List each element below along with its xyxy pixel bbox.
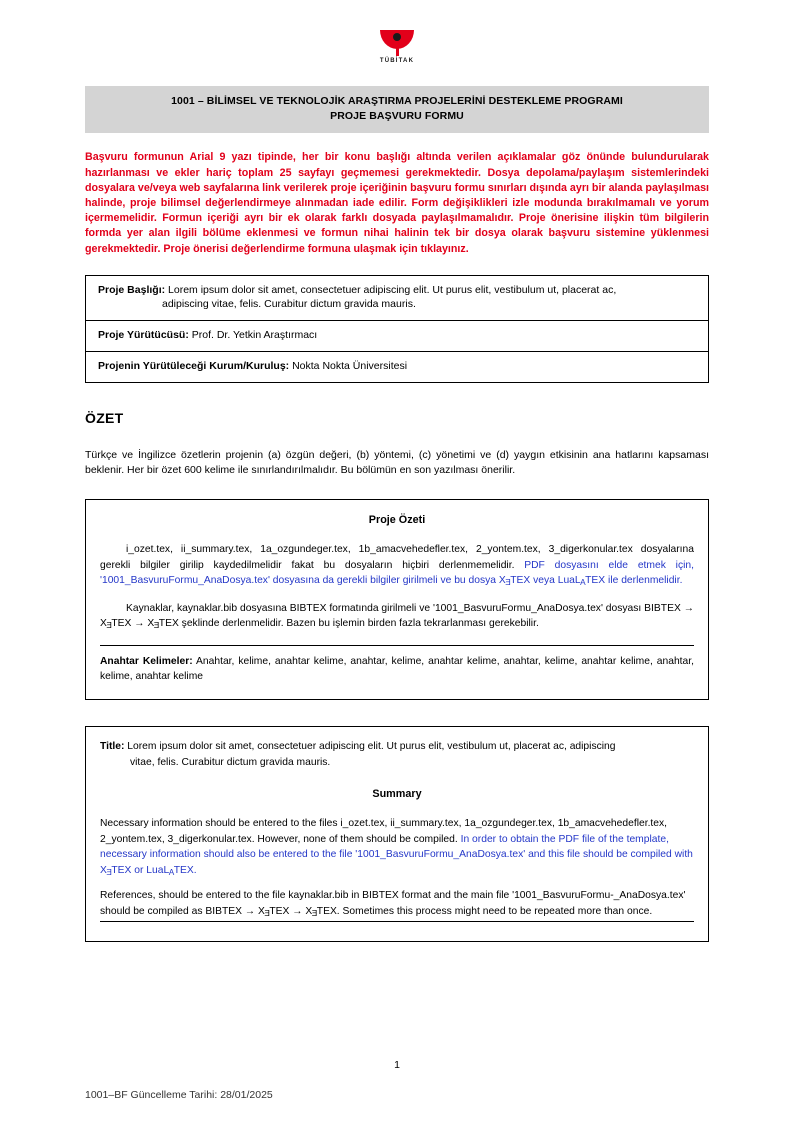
logo-block [85,0,709,64]
summary-heading: Summary [372,788,422,801]
proje-ozeti-box [85,499,709,700]
form-title-line2: PROJE BAŞVURU FORMU [330,110,464,123]
ozet-p1-blue-b: TEX veya LuaL [510,575,581,587]
summary-p2-d: TEX → X [269,905,313,917]
page-number: 1 [394,1059,400,1071]
table-row [86,351,708,382]
summary-box [85,726,709,942]
ozet-p2-b: TEX formatında girilmeli ve '1001_BasvuruFormu_AnaDosya.tex' dosyası B [306,602,652,614]
project-leader-label: Proje Yürütücüsü: [98,329,189,342]
footer-revision: 1001–BF Güncelleme Tarihi: 28/01/2025 [85,1089,273,1101]
summary-p2-b: TEX format and the main file '1001_BasvuruFormu-_AnaDosya.tex' should be compiled as B [100,890,686,917]
ozet-p1-blue-c: TEX ile derlenmelidir. [585,575,683,587]
ozet-description: Türkçe ve İngilizce özetlerin projenin (a) özgün değeri, (b) yöntemi, (c) yönetimi ve (d) yaygın etkisinin ana hatlarını kapsaması beklenir. Her bir özet 600 kelime ile sınırlandırılmalıdır. Bu bölümün en son yazılması önerilir. [85,448,709,477]
summary-p2-e: TEX. Sometimes this process might need to be repeated more than once. [316,905,653,917]
section-heading-ozet: ÖZET [85,409,124,426]
ozet-p2-d: TEX → X [111,617,155,629]
summary-title-value: Lorem ipsum dolor sit amet, consectetuer adipiscing elit. Ut purus elit, vestibulum ut, placerat ac, adipiscing [127,741,616,753]
project-institution-label: Projenin Yürütüleceği Kurum/Kuruluş: [98,359,290,372]
summary-p1-blue-b: TEX or LuaL [111,864,170,876]
proje-ozeti-heading: Proje Özeti [368,514,426,526]
project-title-value-cont: adipiscing vitae, felis. Curabitur dictum gravida mauris. [162,298,416,311]
project-title-label: Proje Başlığı: [98,283,166,296]
form-title-line1: 1001 – BİLİMSEL VE TEKNOLOJİK ARAŞTIRMA PROJELERİNİ DESTEKLEME PROGRAMI [171,95,623,107]
ozet-p1-black: i_ozet.tex, ii_summary.tex, 1a_ozgundeger.tex, 1b_amacvehedefler.tex, 2_yontem.tex, 3_digerkonular.tex dosyalarına gerekli bilgiler girilip kaydedilmelidir fakat bu dosyaların hiçbiri derlenmemelidir. [100,544,694,571]
ozet-paragraph-1 [100,542,694,588]
summary-title-label: Title: [100,741,125,753]
summary-paragraph-1 [100,816,694,878]
tubitak-wordmark: TÜBİTAK [379,58,415,64]
summary-title-row [100,739,694,770]
ozet-paragraph-2: Kaynaklar, kaynaklar.bib dosyasına BIBTEX formatında girilmeli ve '1001_BasvuruFormu_AnaDosya.tex' dosyası BIBTEX → $X_ƎTEX \to X_ƎTEX$ şeklinde derlenmelidir. Bazen bu işlemin birden fazla tekrarlanması gerekebilir. [100,602,694,630]
ozet-p2-c: TEX → X [100,602,694,629]
ozet-p2-e: TEX şeklinde derlenmelidir. Bazen bu işlemin birden fazla tekrarlanması gerekebilir. [158,617,539,629]
tubitak-logo-icon [380,30,414,56]
instruction-note: Başvuru formunun Arial 9 yazı tipinde, her bir konu başlığı altında verilen açıklamalar göz önünde bulundurularak hazırlanması ve ekler hariç toplam 25 sayfayı geçmemesi gerekmektedir. Dosya depolama/paylaşım sistemlerindeki dosyalara ve/veya web sayfalarına link verilerek proje içeriğinin başvuru formu sınırları dışında ayrı bir alanda paylaşılması halinde, proje bilimsel değerlendirmeye alınmadan iade edilir. Form değişiklikleri izle modunda bırakılmamalı ve yorum içermemelidir. Formun içeriği ayrı bir ek olarak farklı dosyada paylaşılmamalıdır. Proje önerisine ilişkin tüm bilgilerin formda yer alan ilgili bölüme eklenmesi ve formun nihai halinin tek bir dosya olarak başvuru sistemine yüklenmesi gerekmektedir. Proje önerisi değerlendirme formuna ulaşmak için tıklayınız. [85,151,709,255]
table-row [86,276,708,320]
keywords-row [100,655,694,685]
project-info-table [85,275,709,383]
summary-divider [100,921,694,922]
keywords-value: Anahtar, kelime, anahtar kelime, anahtar, kelime, anahtar kelime, anahtar, kelime, anahtar kelime, anahtar, kelime, anahtar kelime [100,656,694,683]
summary-p1-blue-c: TEX. [173,864,197,876]
summary-p1-blue: In order to obtain the PDF file of the template, necessary information should also be entered to the file '1001_BasvuruFormu_AnaDosya.tex' and this file should be compiled with $X_ƎTEX$ or LuaL$_A$TEX. [100,833,693,877]
table-row [86,320,708,351]
project-title-value: Lorem ipsum dolor sit amet, consectetuer adipiscing elit. Ut purus elit, vestibulum ut, placerat ac, [168,283,617,296]
summary-p1-black: Necessary information should be entered to the files i_ozet.tex, ii_summary.tex, 1a_ozgundeger.tex, 1b_amacvehedefler.tex, 2_yontem.tex, 3_digerkonular.tex. However, none of them should be compiled. [100,818,668,845]
form-title-band [85,86,709,133]
summary-p2-a: References, should be entered to the file kaynaklar.bib in B [100,890,370,902]
ozet-p1-blue-a: PDF dosyasını elde etmek için, '1001_BasvuruFormu_AnaDosya.tex' dosyasına da gerekli bilgiler girilmeli ve bu dosya X [100,559,694,587]
project-institution-value: Nokta Nokta Üniversitesi [292,359,408,372]
summary-title-value-cont: vitae, felis. Curabitur dictum gravida mauris. [130,756,331,768]
keywords-label: Anahtar Kelimeler: [100,656,193,668]
summary-p2-c: TEX → X [221,905,265,917]
summary-p1-blue-a: In order to obtain the PDF file of the template, necessary information should also be entered to the file '1001_BasvuruFormu_AnaDosya.tex' and this file should be compiled with X [100,833,693,876]
keywords-divider [100,645,694,646]
project-leader-value: Prof. Dr. Yetkin Araştırmacı [191,329,318,342]
ozet-p2-a: Kaynaklar, kaynaklar.bib dosyasına B [126,602,297,614]
summary-paragraph-2: References, should be entered to the file kaynaklar.bib in BIBTEX format and the main file '1001_BasvuruFormu-_AnaDosya.tex' should be compiled as BIBTEX → $X_ƎTEX \to X_ƎTEX$. Sometimes this process might need to be repeated more than once. [100,890,686,918]
ozet-p1-blue: PDF dosyasını elde etmek için, '1001_BasvuruFormu_AnaDosya.tex' dosyasına da gerekli bilgiler girilmeli ve bu dosya $X_ƎTEX$ veya LuaL$_A$TEX ile derlenmelidir. [100,559,694,588]
